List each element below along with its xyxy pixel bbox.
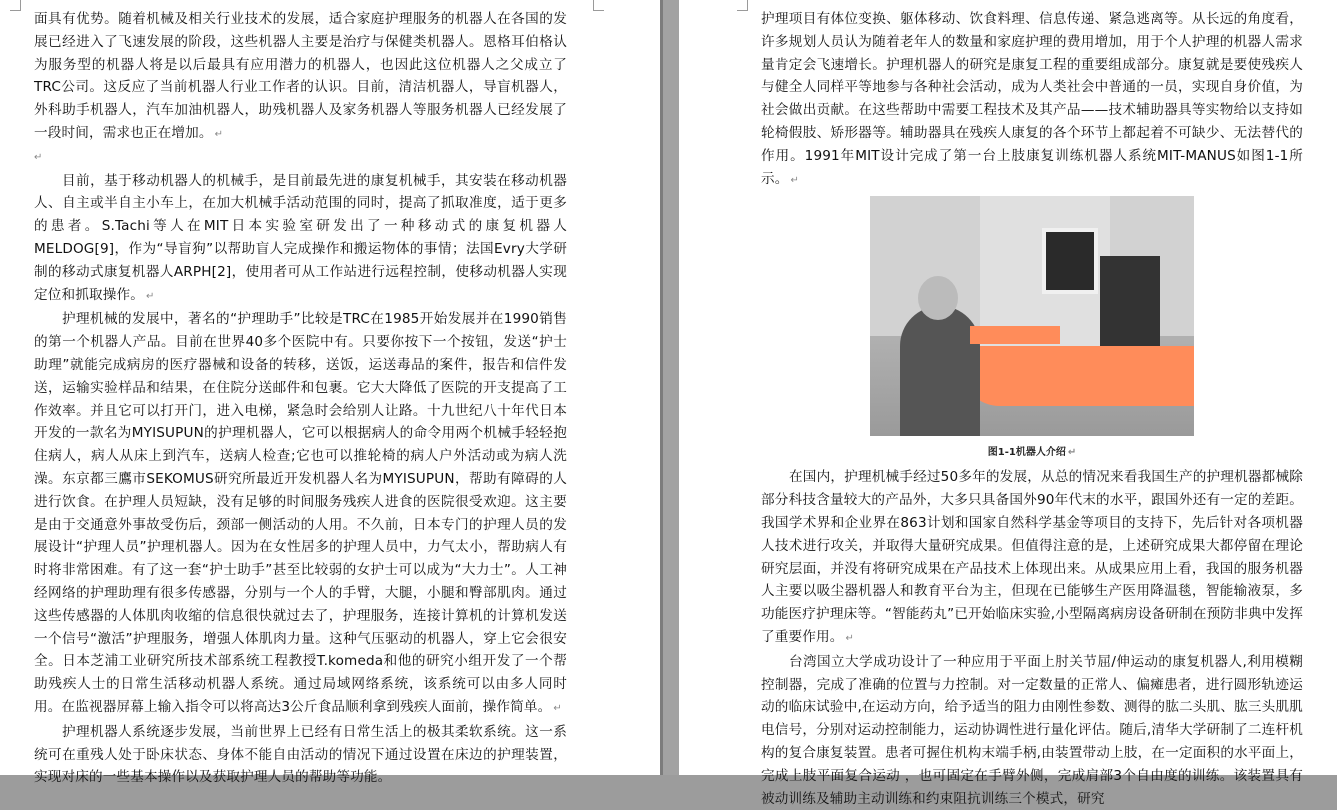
paragraph-mark: ↵ — [145, 290, 155, 302]
paragraph[interactable]: 护理机器人系统逐步发展，当前世界上已经有日常生活上的极其柔软系统。这一系统可在重残人处于卧床状态、身体不能自由活动的情况下通过设置在床边的护理装置，实现对床的一些基本操作以及获取护理人员的帮助等功能。 — [34, 723, 567, 786]
empty-paragraph[interactable] — [34, 147, 567, 170]
paragraph[interactable]: 护理机械的发展中，著名的“护理助手”比较是TRC在1985开始发展并在1990销售的第一个机器人产品。目前在世界40多个医院中有。只要你按下一个按钮，发送“护士助理”就能完成病房的医疗器械和设备的转移，送饭，运送毒品的案件，报告和信件发送，运输实验样品和结果，在住院分送邮件和包裹。它大大降低了医院的开支提高了工作效率。并且它可以打开门，进入电梯，紧急时会给别人让路。十九世纪八十年代日本开发的一款名为MYISUPUN的护理机器人，它可以根据病人的命令用两个机械手轻轻抱住病人，病人从床上到汽车，送病人检查;它也可以推轮椅的病人户外活动或为病人洗澡。东京都三鷹市SEKOMUS研究所最近开发机器人名为MYISUPUN，帮助有障碍的人进行饮食。在护理人员短缺，没有足够的时间服务残疾人进食的医院很受欢迎。这主要是由于交通意外事故受伤后，颈部一侧活动的人用。不久前，日本专门的护理人员的发展设计“护理人员”护理机器人。因为在女性居多的护理人员中，力气太小，帮助病人有时将非常困难。有了这一套“护士助手”甚至比较弱的女护士可以成为“大力士”。人工神经网络的护理助理有很多传感器，分别与一个人的手臂，大腿，小腿和臀部肌肉。通过这些传感器的人体肌肉收缩的信息很快就过去了，护理服务，连接计算机的计算机发送一个信号“激活”护理服务，增强人体肌肉力量。这种气压驱动的机器人，穿上它会很安全。日本芝浦工业研究所技术部系统工程教授T.komeda和他的研究小组开发了一个帮助残疾人士的日常生活移动机器人系统。通过局域网络系统，该系统可以由多人同时用。在监视器屏幕上输入指令可以将高达3公斤食品顺利拿到残疾人面前，操作简单。 ↵ — [34, 311, 567, 715]
paragraph[interactable]: 护理项目有体位变换、躯体移动、饮食料理、信息传递、紧急逃离等。从长远的角度看，许多规划人员认为随着老年人的数量和家庭护理的费用增加，用于个人护理的机器人需求量肯定会飞速增长。护理机器人的研究是康复工程的重要组成部分。康复就是要使残疾人与健全人同样平等地参与各种社会活动，成为人类社会中普通的一员，实现自身价值，为社会做出贡献。在这些帮助中需要工程技术及其产品——技术辅助器具等实物给以支持如轮椅假肢、矫形器等。辅助器具在残疾人康复的各个环节上都起着不可缺少、无法替代的作用。1991年MIT设计完成了第一台上肢康复训练机器人系统MIT-MANUS如图1-1所示。 ↵ — [761, 11, 1303, 187]
margin-marker — [10, 0, 21, 11]
page-shadow — [660, 0, 663, 775]
figure-caption: 图1-1机器人介绍 ↵ — [987, 447, 1077, 459]
document-page-left — [0, 0, 660, 786]
paragraph-mark: ↵ — [1067, 447, 1077, 459]
robot-figure-image[interactable] — [870, 196, 1194, 436]
person-shape — [900, 306, 980, 436]
paragraph-mark: ↵ — [553, 702, 562, 714]
margin-marker — [593, 0, 604, 11]
text-column[interactable] — [761, 8, 1303, 810]
figure-block[interactable] — [761, 196, 1303, 460]
paragraph-mark: ↵ — [845, 632, 854, 644]
paragraph[interactable]: 目前，基于移动机器人的机械手，是目前最先进的康复机械手，其安装在移动机器人、自主或半自主小车上，在加大机械手活动范围的同时，提高了抓取准度，适于更多的患者。S.Tachi等人在MIT日本实验室研发出了一种移动式的康复机器人MELDOG[9]，作为“导盲狗”以帮助盲人完成操作和搬运物体的事情；法国Evry大学研制的移动式康复机器人ARPH[2]，使用者可从工作站进行远程控制，使移动机器人实现定位和抓取操作。 ↵ — [34, 172, 567, 303]
paragraph-mark: ↵ — [34, 151, 43, 163]
table-shape — [960, 346, 1194, 406]
paragraph-mark: ↵ — [790, 174, 800, 186]
arm-shape — [970, 326, 1060, 344]
monitor-shape — [1042, 228, 1098, 294]
paragraph[interactable]: 台湾国立大学成功设计了一种应用于平面上肘关节屈/伸运动的康复机器人,利用模糊控制器，完成了准确的位置与力控制。对一定数量的正常人、偏瘫患者，进行圆形轨迹运动的临床试验中,在运动方向，给予适当的阻力由刚性参数、测得的肱二头肌、肱三头肌肌电信号，分别对运动控制能力，运动协调性进行量化评估。随后,清华大学研制了二连杆机构的复合康复装置。患者可握住机构末端手柄,由装置带动上肢，在一定面积的水平面上，完成上肢平面复合运动 ，也可固定在手臂外侧，完成肩部3个自由度的训练。该装置具有被动训练及辅助主动训练和约束阻抗训练三个模式，研究 — [761, 653, 1303, 807]
document-page-right — [679, 0, 1337, 807]
paragraph[interactable]: 在国内，护理机械手经过50多年的发展，从总的情况来看我国生产的护理机器都械除部分科技含量较大的产品外，大多只具备国外90年代末的水平，跟国外还有一定的差距。我国学术界和企业界在863计划和国家自然科学基金等项目的支持下，先后针对各项机器人技术进行攻关，并取得大量研究成果。但值得注意的是，上述研究成果大都停留在理论研究层面，并没有将研究成果在产品技术上体现出来。从成果应用上看，我国的服务机器人主要以吸尘器机器人和教育平台为主，但现在已能够生产医用降温毯，智能输液泵，多功能医疗护理床等。“智能药丸”已开始临床实验,小型隔离病房设备研制在预防非典中发挥了重要作用。 ↵ — [761, 469, 1303, 645]
margin-marker — [737, 0, 748, 11]
paragraph-mark: ↵ — [214, 128, 224, 140]
text-column[interactable] — [34, 8, 567, 789]
paragraph[interactable]: 面具有优势。随着机械及相关行业技术的发展，适合家庭护理服务的机器人在各国的发展已经进入了飞速发展的阶段，这些机器人主要是治疗与保健类机器人。恩格耳伯格认为服务型的机器人将是以后最具有应用潜力的机器人，也因此这位机器人之父成立了TRC公司。这反应了当前机器人行业工作者的认识。目前，清洁机器人，导盲机器人，外科助手机器人，汽车加油机器人，助残机器人及家务机器人等服务机器人已经发展了一段时间，需求也正在增加。 ↵ — [34, 11, 567, 141]
